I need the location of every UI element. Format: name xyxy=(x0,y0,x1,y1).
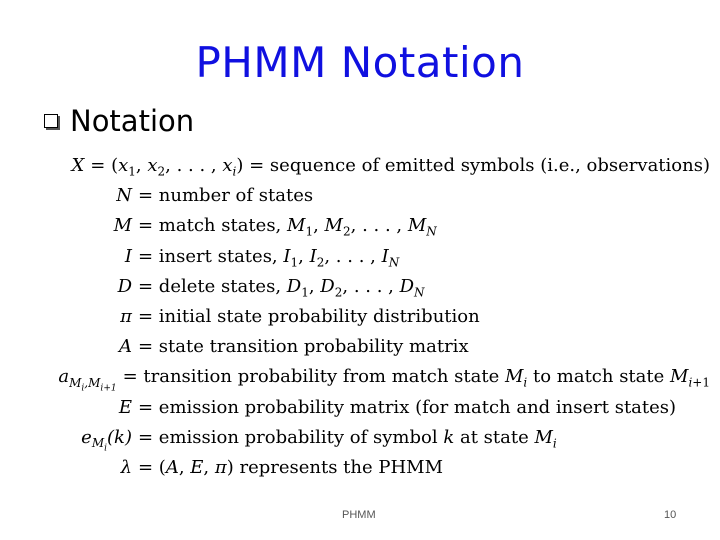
definition-row xyxy=(20,427,710,457)
definition-symbol: M xyxy=(113,215,132,237)
definition-symbol: π xyxy=(120,305,132,327)
checkbox-bullet-icon xyxy=(44,114,58,128)
definition-meaning: = emission probability matrix (for match and insert states) xyxy=(138,396,677,418)
definition-row xyxy=(20,155,710,185)
definition-symbol: λ xyxy=(120,456,132,478)
definition-symbol: I xyxy=(124,245,132,267)
definition-symbol: E xyxy=(118,396,132,418)
definition-meaning: = number of states xyxy=(138,185,314,207)
definition-symbol: $a_{M_i,M_{i+1}}$ xyxy=(58,366,117,394)
definition-meaning: = (A, E, π) represents the PHMM xyxy=(138,456,444,478)
definition-symbol: D xyxy=(117,275,132,297)
slide-title: PHMM Notation xyxy=(195,38,525,87)
definition-row xyxy=(20,306,710,336)
definition-meaning: = insert states, $I_1$, $I_2$, . . . , $I_N$ xyxy=(138,245,400,270)
notation-definitions xyxy=(20,155,710,487)
definition-symbol: X xyxy=(71,155,85,176)
page-number: 10 xyxy=(664,509,677,521)
definition-meaning: = state transition probability matrix xyxy=(138,336,469,358)
definition-meaning: = initial state probability distribution xyxy=(138,305,480,327)
definition-symbol: $e_{M_i}(k)$ xyxy=(81,426,132,454)
definition-row xyxy=(20,336,710,366)
definition-meaning: = ($x_1$, $x_2$, . . . , $x_i$) = sequence of emitted symbols (i.e., observations) xyxy=(90,155,710,179)
definition-symbol: N xyxy=(116,185,132,207)
definition-meaning: = transition probability from match state $M_i$ to match state $M_{i+1}$ xyxy=(122,366,710,390)
definition-symbol: A xyxy=(119,336,132,358)
definition-row xyxy=(20,366,710,396)
definition-meaning: = delete states, $D_1$, $D_2$, . . . , $D_N$ xyxy=(138,275,425,300)
definition-row xyxy=(20,276,710,306)
definition-meaning: = match states, $M_1$, $M_2$, . . . , $M_N$ xyxy=(138,215,437,239)
definition-row xyxy=(20,457,710,487)
definition-row xyxy=(20,246,710,276)
definition-row xyxy=(20,215,710,245)
bullet-label: Notation xyxy=(70,104,195,138)
definition-row xyxy=(20,185,710,215)
bullet-item-notation xyxy=(44,104,194,138)
definition-meaning: = emission probability of symbol k at state $M_i$ xyxy=(138,426,557,451)
definition-row xyxy=(20,397,710,427)
footer-label: PHMM xyxy=(342,509,376,521)
